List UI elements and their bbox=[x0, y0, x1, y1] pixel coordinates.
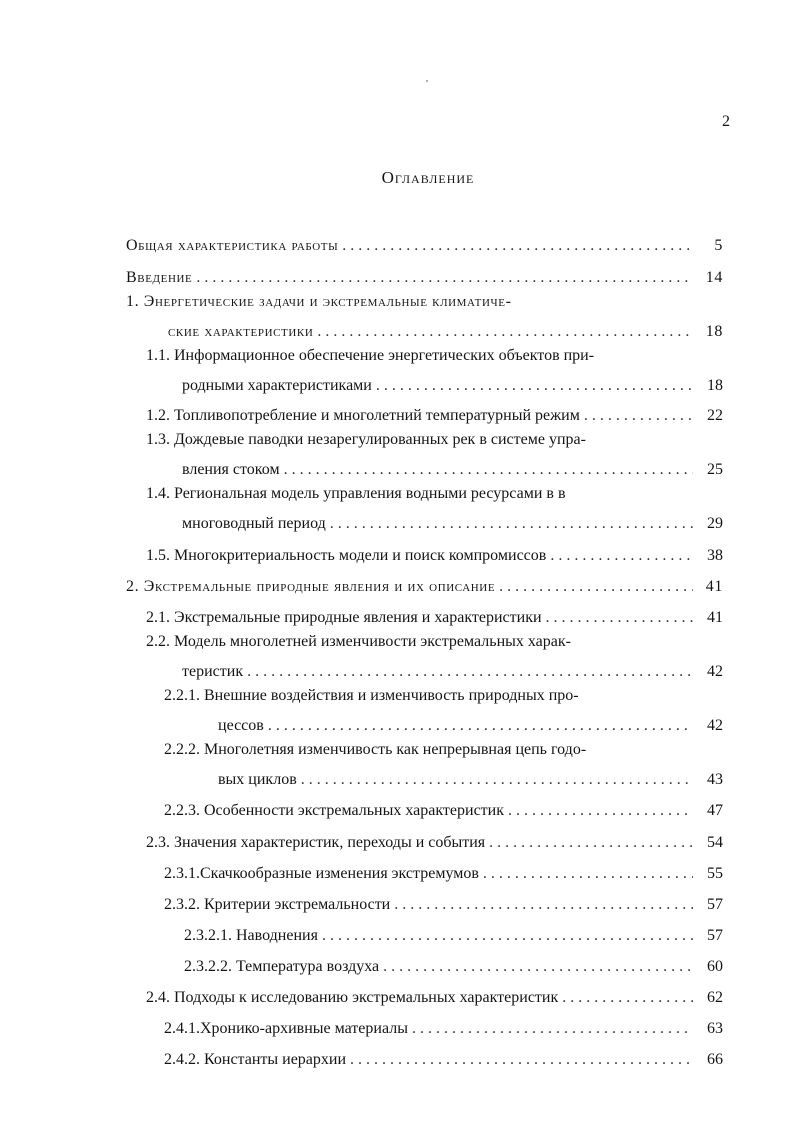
toc-entry-line1: 2.2.1. Внешние воздействия и изменчивость природных про- bbox=[164, 687, 579, 704]
leader-dots bbox=[550, 546, 693, 566]
toc-entry-page: 63 bbox=[707, 1020, 723, 1037]
toc-entry-1-1 bbox=[182, 376, 723, 396]
leader-dots bbox=[483, 864, 693, 884]
leader-dots bbox=[301, 770, 693, 790]
toc-entry-text: 1.2. Топливопотребление и многолетний температурный режим bbox=[146, 407, 580, 424]
toc-entry-page: 47 bbox=[707, 802, 723, 819]
leader-dots bbox=[350, 1050, 693, 1070]
leader-dots bbox=[322, 926, 693, 946]
toc-entry-2-2-3 bbox=[164, 801, 723, 821]
toc-entry-page: 22 bbox=[707, 407, 723, 424]
leader-dots bbox=[394, 895, 693, 915]
toc-entry-page: 42 bbox=[707, 663, 723, 680]
toc-entry-line1: 1.1. Информационное обеспечение энергетических объектов при- bbox=[146, 347, 595, 364]
leader-dots bbox=[489, 833, 693, 853]
leader-dots bbox=[499, 577, 693, 597]
toc-entry-text: 2.3. Значения характеристик, переходы и события bbox=[146, 834, 486, 851]
toc-entry-page: 29 bbox=[707, 515, 723, 532]
toc-entry-text: 2.4.1.Хронико-архивные материалы bbox=[164, 1020, 408, 1037]
toc-entry-chapter-2 bbox=[126, 577, 723, 597]
toc-entry-2-2-1 bbox=[218, 716, 723, 736]
leader-dots bbox=[584, 406, 695, 426]
leader-dots bbox=[562, 988, 693, 1008]
leader-dots bbox=[383, 957, 693, 977]
leader-dots bbox=[317, 322, 693, 342]
leader-dots bbox=[268, 716, 693, 736]
toc-entry-line1: 2.2. Модель многолетней изменчивости экстремальных харак- bbox=[146, 633, 571, 650]
toc-entry-1-5 bbox=[146, 546, 723, 566]
toc-entry-2-1 bbox=[146, 608, 723, 628]
toc-entry-text: Общая характеристика работы bbox=[126, 237, 339, 254]
toc-entry-page: 57 bbox=[707, 927, 723, 944]
toc-entry-1-3 bbox=[182, 460, 723, 480]
toc-entry-line1: 1. Энергетические задачи и экстремальные климатиче- bbox=[126, 293, 512, 310]
leader-dots bbox=[284, 460, 693, 480]
toc-entry-page: 54 bbox=[707, 834, 723, 851]
toc-entry-text: вления стоком bbox=[182, 461, 280, 478]
toc-entry-page: 55 bbox=[707, 865, 723, 882]
toc-entry-2-3-2-1 bbox=[184, 926, 723, 946]
toc-entry-2-4 bbox=[146, 988, 723, 1008]
toc-entry-page: 18 bbox=[707, 377, 723, 394]
toc-entry-text: 2.3.2.2. Температура воздуха bbox=[184, 958, 380, 975]
toc-entry-2-3 bbox=[146, 833, 723, 853]
toc-entry-page: 41 bbox=[707, 609, 723, 626]
toc-entry-text: многоводный период bbox=[182, 515, 326, 532]
toc-entry-2-3-2-2 bbox=[184, 957, 723, 977]
toc-entry-1-2 bbox=[146, 406, 723, 426]
toc-entry-page: 5 bbox=[714, 237, 723, 254]
leader-dots bbox=[412, 1019, 693, 1039]
leader-dots bbox=[196, 268, 693, 288]
toc-entry-text: вых циклов bbox=[218, 771, 297, 788]
toc-entry-text: ские характеристики bbox=[168, 323, 314, 340]
leader-dots bbox=[342, 236, 693, 256]
toc-entry-intro bbox=[126, 268, 723, 288]
toc-entry-page: 41 bbox=[705, 578, 723, 595]
toc-entry-text: 2.3.2. Критерии экстремальности bbox=[164, 896, 391, 913]
toc-entry-text: 2. Экстремальные природные явления и их описание bbox=[126, 578, 496, 595]
toc-entry-text: родными характеристиками bbox=[182, 377, 372, 394]
toc-entry-page: 62 bbox=[707, 989, 723, 1006]
leader-dots bbox=[376, 376, 693, 396]
toc-entry-2-2-2 bbox=[218, 770, 723, 790]
toc-entry-page: 38 bbox=[707, 547, 723, 564]
toc-entry-line1: 1.3. Дождевые паводки незарегулированных рек в системе упра- bbox=[146, 431, 586, 448]
toc-entry-text: 2.3.1.Скачкообразные изменения экстремумов bbox=[164, 865, 479, 882]
toc-entry-page: 18 bbox=[705, 323, 723, 340]
toc-entry-line1: 2.2.2. Многолетняя изменчивость как непрерывная цепь годо- bbox=[164, 741, 587, 758]
toc-entry-text: 2.4.2. Константы иерархии bbox=[164, 1051, 347, 1068]
leader-dots bbox=[508, 801, 693, 821]
toc-entry-text: 1.5. Многокритериальность модели и поиск компромиссов bbox=[146, 547, 547, 564]
leader-dots bbox=[330, 514, 693, 534]
toc-entry-2-3-1 bbox=[164, 864, 723, 884]
toc-entry-2-4-1 bbox=[164, 1019, 723, 1039]
toc-entry-line1: 1.4. Региональная модель управления водными ресурсами в в bbox=[146, 485, 566, 502]
toc-entry-text: 2.3.2.1. Наводнения bbox=[184, 927, 318, 944]
toc-entry-text: 2.1. Экстремальные природные явления и характеристики bbox=[146, 609, 542, 626]
toc-entry-text: Введение bbox=[126, 269, 193, 286]
toc-entry-page: 25 bbox=[707, 461, 723, 478]
toc-entry-text: цессов bbox=[218, 717, 264, 734]
toc-entry-2-2 bbox=[182, 662, 723, 682]
toc-entry-page: 60 bbox=[707, 958, 723, 975]
leader-dots bbox=[546, 608, 693, 628]
page-number: 2 bbox=[722, 113, 730, 130]
toc-entry-page: 57 bbox=[707, 896, 723, 913]
toc-entry-2-4-2 bbox=[164, 1050, 723, 1070]
toc-entry-text: теристик bbox=[182, 663, 244, 680]
toc-entry-2-3-2 bbox=[164, 895, 723, 915]
toc-entry-page: 43 bbox=[707, 771, 723, 788]
toc-entry-page: 14 bbox=[705, 269, 723, 286]
toc-entry-general bbox=[126, 236, 723, 256]
leader-dots bbox=[247, 662, 693, 682]
toc-entry-text: 2.2.3. Особенности экстремальных характеристик bbox=[164, 802, 504, 819]
toc-title: Оглавление bbox=[381, 168, 475, 187]
scan-speck bbox=[426, 80, 428, 82]
toc-entry-page: 42 bbox=[707, 717, 723, 734]
toc-entry-text: 2.4. Подходы к исследованию экстремальных характеристик bbox=[146, 989, 559, 1006]
toc-entry-page: 66 bbox=[707, 1051, 723, 1068]
toc-entry-chapter-1 bbox=[168, 322, 723, 342]
toc-entry-1-4 bbox=[182, 514, 723, 534]
